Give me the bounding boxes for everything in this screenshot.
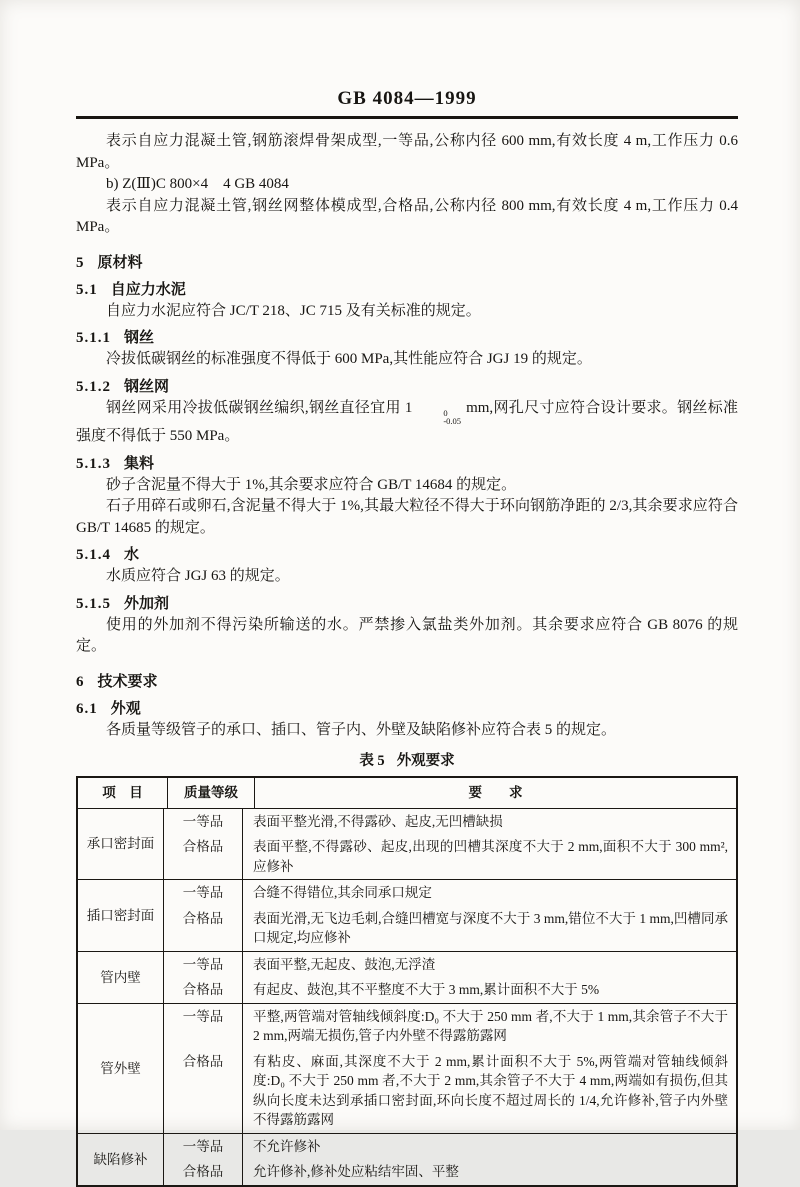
section-6-1-body: 各质量等级管子的承口、插口、管子内、外壁及缺陷修补应符合表 5 的规定。 bbox=[106, 721, 617, 738]
grade-label: 一等品 bbox=[164, 952, 243, 978]
section-5-1-2-heading: 5.1.2 钢丝网 bbox=[76, 378, 170, 395]
row-item-label: 管内壁 bbox=[78, 952, 164, 1003]
grade-label: 一等品 bbox=[164, 809, 243, 835]
requirement-text: 有起皮、鼓泡,其不平整度不大于 3 mm,累计面积不大于 5% bbox=[253, 982, 600, 998]
grade-label: 一等品 bbox=[164, 1134, 243, 1160]
designation-example-b: b) Z(Ⅲ)C 800×4 4 GB 4084 bbox=[106, 176, 289, 192]
table-row bbox=[78, 809, 736, 881]
row-item-label: 缺陷修补 bbox=[78, 1134, 164, 1185]
row-item-label: 承口密封面 bbox=[78, 809, 164, 880]
requirement-text: 不允许修补 bbox=[253, 1138, 321, 1154]
section-5-1-3-heading: 5.1.3 集料 bbox=[76, 455, 155, 472]
section-5-1-3-body-sand: 砂子含泥量不得大于 1%,其余要求应符合 GB/T 14684 的规定。 bbox=[106, 476, 517, 493]
requirement-text: 表面光滑,无飞边毛刺,合缝凹槽宽与深度不大于 3 mm,错位不大于 1 mm,凹槽同承口规定,均应修补 bbox=[253, 910, 728, 946]
grade-label: 合格品 bbox=[164, 977, 243, 1003]
grade-label: 合格品 bbox=[164, 906, 243, 951]
column-header-item: 项 目 bbox=[78, 778, 168, 808]
table-row bbox=[78, 1134, 736, 1185]
row-item-label: 插口密封面 bbox=[78, 880, 164, 951]
section-6-1-heading: 6.1 外观 bbox=[76, 700, 141, 717]
tolerance-notation: 0 -0.05 bbox=[443, 407, 462, 427]
table-caption: 表 5 外观要求 bbox=[359, 753, 455, 770]
requirement-text: 允许修补,修补处应粘结牢固、平整 bbox=[253, 1164, 459, 1180]
section-5-1-body: 自应力水泥应符合 JC/T 218、JC 715 及有关标准的规定。 bbox=[106, 302, 481, 319]
requirement-text: 表面平整,无起皮、鼓泡,无浮渣 bbox=[253, 956, 436, 972]
section-5-1-4-heading: 5.1.4 水 bbox=[76, 547, 140, 564]
table-header-row bbox=[78, 778, 736, 809]
grade-label: 一等品 bbox=[164, 1004, 243, 1049]
section-5-1-heading: 5.1 自应力水泥 bbox=[76, 281, 186, 298]
column-header-requirement: 要 求 bbox=[468, 785, 523, 801]
column-header-grade: 质量等级 bbox=[168, 778, 255, 808]
section-6-heading: 6 技术要求 bbox=[76, 673, 158, 690]
requirement-text: 平整,两管端对管轴线倾斜度:D₀ 不大于 250 mm 者,不大于 1 mm,其余管子不大于 2 mm,两端无损伤,管子内外壁不得露筋露网 bbox=[253, 1008, 728, 1044]
grade-label: 合格品 bbox=[164, 1159, 243, 1185]
appearance-requirements-table bbox=[76, 776, 738, 1187]
section-5-1-4-body: 水质应符合 JGJ 63 的规定。 bbox=[106, 568, 290, 585]
row-item-label: 管外壁 bbox=[78, 1004, 164, 1133]
table-row bbox=[78, 952, 736, 1004]
intro-paragraph-b: 表示自应力混凝土管,钢丝网整体模成型,合格品,公称内径 800 mm,有效长度 4 m,工作压力 0.4 MPa。 bbox=[76, 197, 738, 235]
table-row bbox=[78, 880, 736, 952]
section-5-1-5-body: 使用的外加剂不得污染所输送的水。严禁掺入氯盐类外加剂。其余要求应符合 GB 8076 的规定。 bbox=[76, 616, 738, 655]
requirement-text: 有粘皮、麻面,其深度不大于 2 mm,累计面积不大于 5%,两管端对管轴线倾斜度:D₀ 不大于 250 mm 者,不大于 2 mm,其余管子不大于 4 mm,两端如有损伤,但其纵向长度未达到承插口密封面,环向长度不超过周长的 1/4,允许修补,管子内外壁不得露筋露网 bbox=[253, 1053, 728, 1128]
header-rule bbox=[76, 116, 738, 119]
section-5-1-3-body-stone: 石子用碎石或卵石,含泥量不得大于 1%,其最大粒径不得大于环向钢筋净距的 2/3,其余要求应符合 GB/T 14685 的规定。 bbox=[76, 498, 738, 536]
section-5-1-1-body: 冷拔低碳钢丝的标准强度不得低于 600 MPa,其性能应符合 JGJ 19 的规定。 bbox=[106, 351, 592, 367]
intro-paragraph-a: 表示自应力混凝土管,钢筋滚焊骨架成型,一等品,公称内径 600 mm,有效长度 4 m,工作压力 0.6 MPa。 bbox=[76, 133, 738, 171]
section-5-1-5-heading: 5.1.5 外加剂 bbox=[76, 595, 170, 612]
grade-label: 合格品 bbox=[164, 834, 243, 879]
requirement-text: 表面平整,不得露砂、起皮,出现的凹槽其深度不大于 2 mm,面积不大于 300 mm²,应修补 bbox=[253, 839, 728, 874]
requirement-text: 合缝不得错位,其余同承口规定 bbox=[253, 885, 432, 901]
standard-code-header: GB 4084—1999 bbox=[337, 88, 477, 109]
section-5-heading: 5 原材料 bbox=[76, 254, 143, 271]
grade-label: 合格品 bbox=[164, 1049, 243, 1133]
requirement-text: 表面平整光滑,不得露砂、起皮,无凹槽缺损 bbox=[253, 813, 503, 829]
intro-block bbox=[76, 131, 738, 239]
table-row bbox=[78, 1004, 736, 1134]
section-5-1-1-heading: 5.1.1 钢丝 bbox=[76, 330, 155, 346]
grade-label: 一等品 bbox=[164, 880, 243, 906]
section-5-1-2-body: 钢丝网采用冷拔低碳钢丝编织,钢丝直径宜用 1 0 -0.05 mm,网孔尺寸应符合设计要求。钢丝标准强度不得低于 550 MPa。 bbox=[76, 399, 738, 445]
